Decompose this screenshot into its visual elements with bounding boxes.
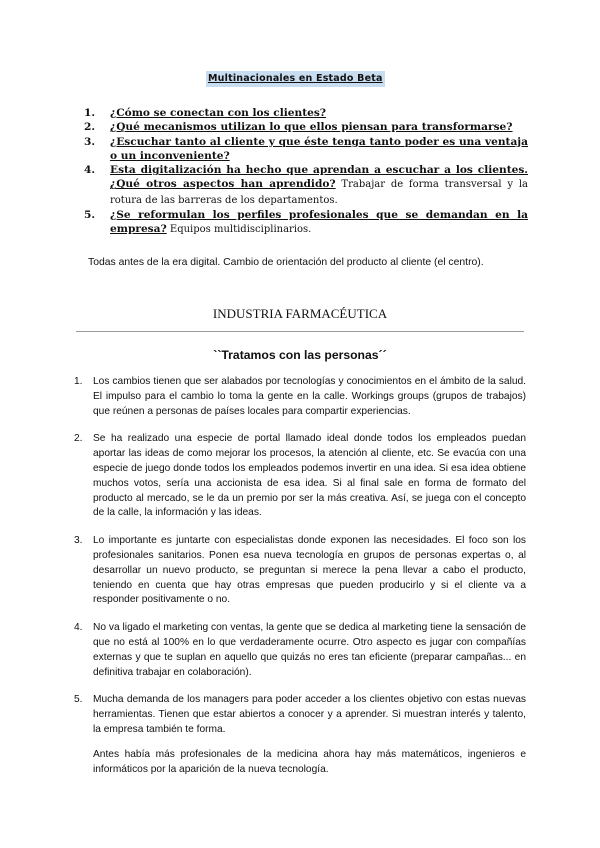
- question-list: [84, 106, 528, 238]
- list-text: Mucha demanda de los managers para poder acceder a los clientes objetivo con estas nuevas herramientas. Tienen que estar abiertos a conocer y a aprender. Si muestran interés y talento, la empresa también te forma.: [93, 694, 526, 735]
- document-title: Multinacionales en Estado Beta: [206, 71, 385, 87]
- question-number: 3.: [84, 135, 96, 148]
- question-number: 2.: [84, 121, 96, 134]
- list-text: Los cambios tienen que ser alabados por tecnologías y conocimientos en el ámbito de la salud. El impulso para el cambio lo toma la gente en la calle. Workings groups (grupos de trabajos) que reúnen a personas de países locales para compartir experiencias.: [93, 376, 526, 417]
- list-number: 1.: [74, 376, 83, 387]
- question-answer: Equipos multidisciplinarios.: [166, 224, 312, 236]
- list-number: 4.: [74, 622, 83, 634]
- list-item: [74, 693, 526, 777]
- question-item: [84, 163, 528, 208]
- list-text: Lo importante es juntarte con especialistas donde exponen las necesidades. El foco son los profesionales sanitarios. Ponen esa nueva tecnología en grupos de personas expertas o, al desarrollar un nuevo producto, se preguntan si merece la pena llevar a cabo el producto, teniendo en cuenta que hay otras empresas que pueden producirlo y si el cliente va a responder positivamente o no.: [93, 535, 526, 606]
- note-paragraph: Todas antes de la era digital. Cambio de orientación del producto al cliente (el centro).: [88, 257, 484, 268]
- question-number: 4.: [84, 164, 96, 177]
- list-text: Se ha realizado una especie de portal llamado ideal donde todos los empleados puedan aportar las ideas de como mejorar los procesos, la atención al cliente, etc. Se evacúa con una especie de juego donde todos los empleados podemos invertir en una idea. Si esa idea obtiene muchos votos, sería una accionista de esa idea. Si al final sale en forma de formato del producto al mercado, se le da un premio por ser la más creativa. Así, se juega con el concepto de la calle, la información y las ideas.: [93, 433, 526, 519]
- horizontal-divider: [76, 331, 524, 332]
- question-item: [84, 120, 528, 134]
- list-number: 2.: [74, 433, 83, 445]
- question-item: [84, 106, 528, 120]
- numbered-list: [74, 375, 526, 790]
- question-number: 5.: [84, 209, 96, 222]
- question-text: ¿Escuchar tanto al cliente y que éste tenga tanto poder es una ventaja o un inconveniente?: [110, 135, 528, 162]
- question-text: ¿Cómo se conectan con los clientes?: [110, 107, 327, 119]
- list-text: No va ligado el marketing con ventas, la gente que se dedica al marketing tiene la sensación de que no está al 100% en lo que verdaderamente ocurre. Otro aspecto es jugar con compañías externas y que te suplan en aquello que quizás no eres tan eficiente (preparar campañas... en definitiva trabajar en colaboración).: [93, 622, 526, 678]
- list-item: [74, 621, 526, 680]
- list-number: 5.: [74, 694, 83, 706]
- section-subtitle: ``Tratamos con las personas´´: [213, 348, 387, 362]
- section-title: INDUSTRIA FARMACÉUTICA: [212, 306, 388, 321]
- list-item: [74, 375, 526, 419]
- question-text: ¿Qué mecanismos utilizan lo que ellos piensan para transformarse?: [110, 121, 513, 134]
- question-text: Esta digitalización ha hecho que aprendan a escuchar a los clientes. ¿Qué otros aspectos han aprendido?: [110, 164, 528, 191]
- list-number: 3.: [74, 535, 83, 547]
- list-text-extra: Antes había más profesionales de la medicina ahora hay más matemáticos, ingenieros e informáticos por la aparición de la nueva tecnología.: [93, 748, 526, 775]
- question-number: 1.: [84, 107, 96, 119]
- list-item: [74, 432, 526, 521]
- question-item: [84, 135, 528, 164]
- question-item: [84, 208, 528, 238]
- list-item: [74, 534, 526, 608]
- question-answer: Trabajar de forma transversal y la rotura de las barreras de los departamentos.: [110, 179, 528, 206]
- question-text: ¿Se reformulan los perfiles profesionales que se demandan en la empresa?: [110, 209, 528, 236]
